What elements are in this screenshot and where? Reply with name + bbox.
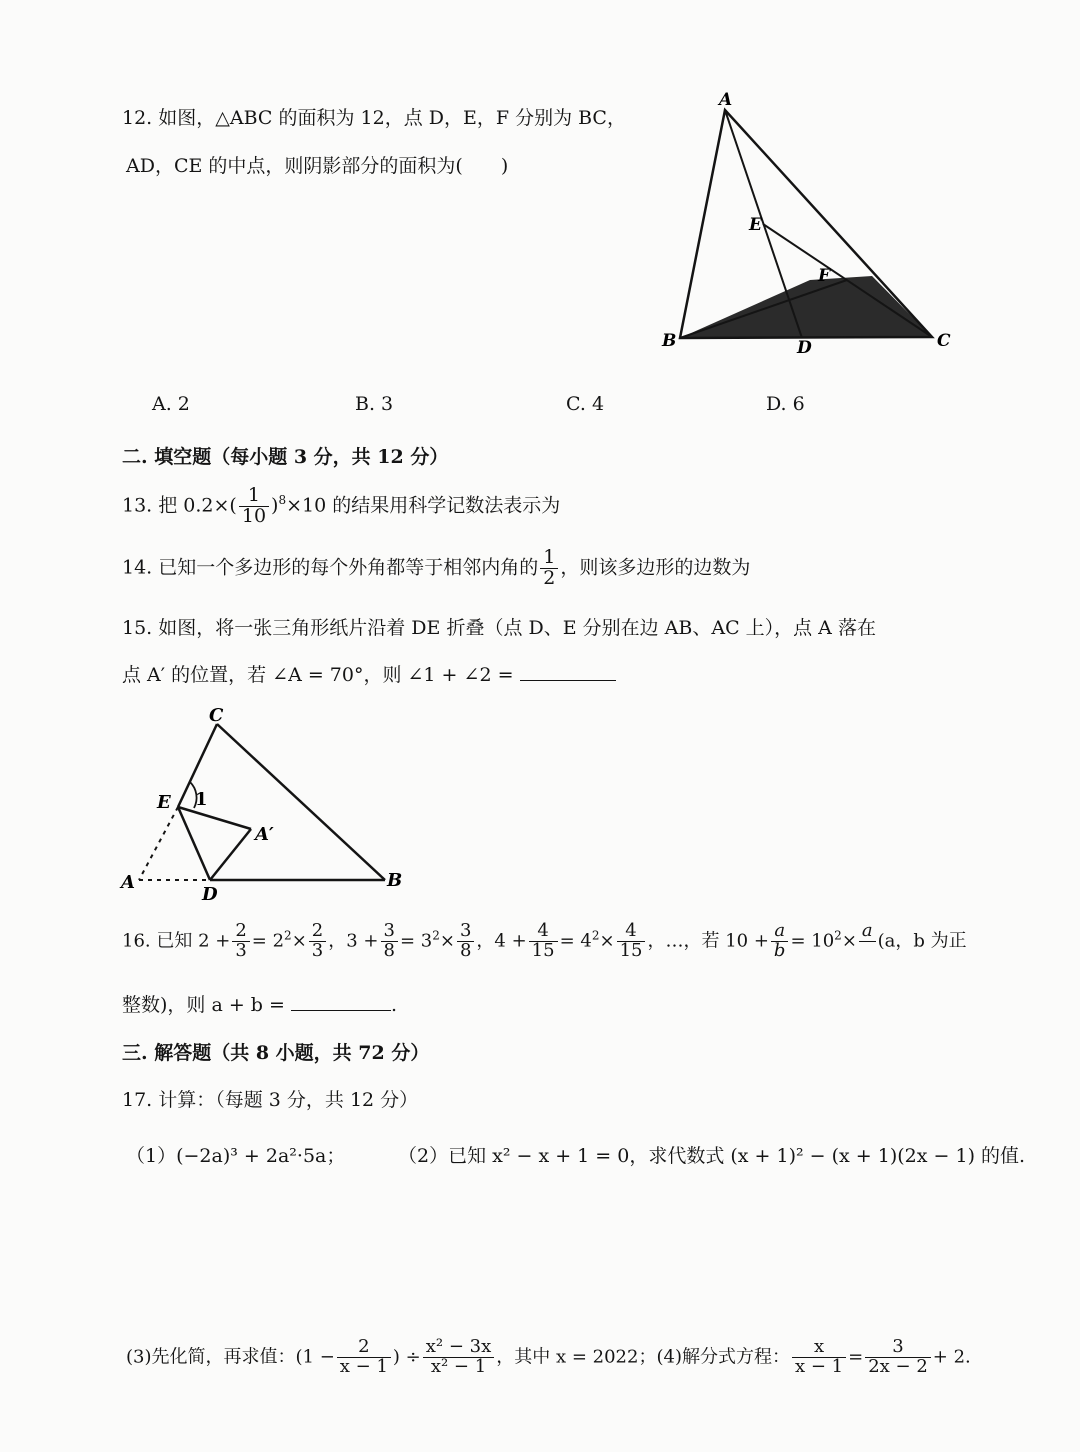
section-2-title: 二. 填空题（每小题 3 分，共 12 分） [122, 446, 449, 468]
q15-side-cb [217, 724, 385, 880]
q16-answer-blank [291, 991, 391, 1011]
q12-triangle-figure [650, 80, 960, 370]
q13-mid: ) [271, 494, 279, 517]
section-3-title: 三. 解答题（共 8 小题，共 72 分） [122, 1042, 430, 1064]
q15-dashed-ae [139, 807, 178, 880]
q13-prefix: 13. 把 0.2×( [122, 494, 237, 517]
q14-stem [122, 548, 750, 589]
q12-label-d: D [797, 338, 812, 358]
q17-part-3-and-4: (3)先化简，再求值：(1 − $\frac{2}{x - 1}$ ) ÷ $\frac{\text{x² − 3x}}{\text{x² − 1}}$ ，其中 x = 2022；(4)解分式方程： $\frac{x}{x - 1}$ = $\frac{3}{2x - 2}$ + 2. [126, 1336, 971, 1377]
q15-label-a: A [121, 872, 135, 893]
q15-text: 点 A′ 的位置，若 ∠A = 70°，则 ∠1 + ∠2 = [122, 664, 514, 686]
q14-frac-num: 1 [540, 548, 558, 569]
q16-line2-text: 整数)，则 a + b = [122, 994, 285, 1016]
q15-answer-blank [520, 661, 616, 681]
q17-title: 17. 计算：（每题 3 分，共 12 分） [122, 1089, 419, 1111]
q12-label-a: A [719, 90, 733, 110]
q15-stem-line1: 15. 如图，将一张三角形纸片沿着 DE 折叠（点 D、E 分别在边 AB、AC 上），点 A 落在 [122, 617, 876, 639]
q13-suffix: ×10 的结果用科学记数法表示为 [286, 494, 561, 517]
q12-choice-a: A. 2 [152, 393, 190, 415]
q14-frac-den: 2 [543, 566, 556, 589]
q13-exp: 8 [278, 493, 287, 508]
q12-label-b: B [662, 331, 677, 351]
q16-line2-end: . [390, 994, 397, 1016]
q15-stem-line2 [122, 660, 616, 687]
q15-fold-figure [110, 696, 420, 906]
q15-fold-line-de [178, 807, 210, 880]
q12-choice-b: B. 3 [355, 393, 394, 415]
q13-frac-num: 1 [239, 486, 269, 507]
q13-fraction [239, 486, 269, 527]
q15-label-angle-1: 1 [195, 789, 208, 810]
q15-folded-ad [210, 829, 251, 880]
q12-label-f: F [818, 266, 831, 286]
q12-choice-c: C. 4 [566, 393, 605, 415]
q14-text-before: 14. 已知一个多边形的每个外角都等于相邻内角的 [122, 556, 539, 579]
q12-stem-line1: 12. 如图，△ABC 的面积为 12，点 D，E，F 分别为 BC， [122, 107, 626, 129]
q15-folded-ea [178, 807, 251, 829]
q14-fraction [540, 548, 558, 589]
q15-label-a-prime: A′ [255, 824, 274, 845]
q13-stem [122, 486, 560, 527]
q13-frac-den: 10 [241, 504, 267, 527]
q16-stem-line2 [122, 990, 397, 1017]
q17-part-2: （2）已知 x² − x + 1 = 0，求代数式 (x + 1)² − (x + 1)(2x − 1) 的值. [398, 1145, 1026, 1167]
q12-stem-line2: AD，CE 的中点，则阴影部分的面积为( ) [126, 155, 509, 177]
q15-label-d: D [202, 884, 218, 905]
q12-label-e: E [749, 215, 762, 235]
q16-stem-line1: 16. 已知 2 + $\frac{2}{3}$ = $2^2\times$ $\frac{2}{3}$ ，3 + $\frac{3}{8}$ = $3^2\times$ $\frac{3}{8}$ ，4 + $\frac{4}{15}$ = $4^2\times$ $\frac{4}{15}$ ，…，若 10 + $\frac{a}{b}$ = $10^2\times$ a (a，b 为正 [122, 920, 967, 961]
q12-choice-d: D. 6 [766, 393, 805, 415]
q14-text-after: ，则该多边形的边数为 [560, 556, 751, 579]
q15-label-e: E [157, 792, 171, 813]
q15-label-b: B [387, 870, 403, 891]
q15-label-c: C [209, 705, 224, 726]
q12-label-c: C [937, 331, 951, 351]
q17-part-1: （1）(−2a)³ + 2a²·5a； [126, 1145, 346, 1167]
q12-shaded-region [680, 276, 932, 338]
